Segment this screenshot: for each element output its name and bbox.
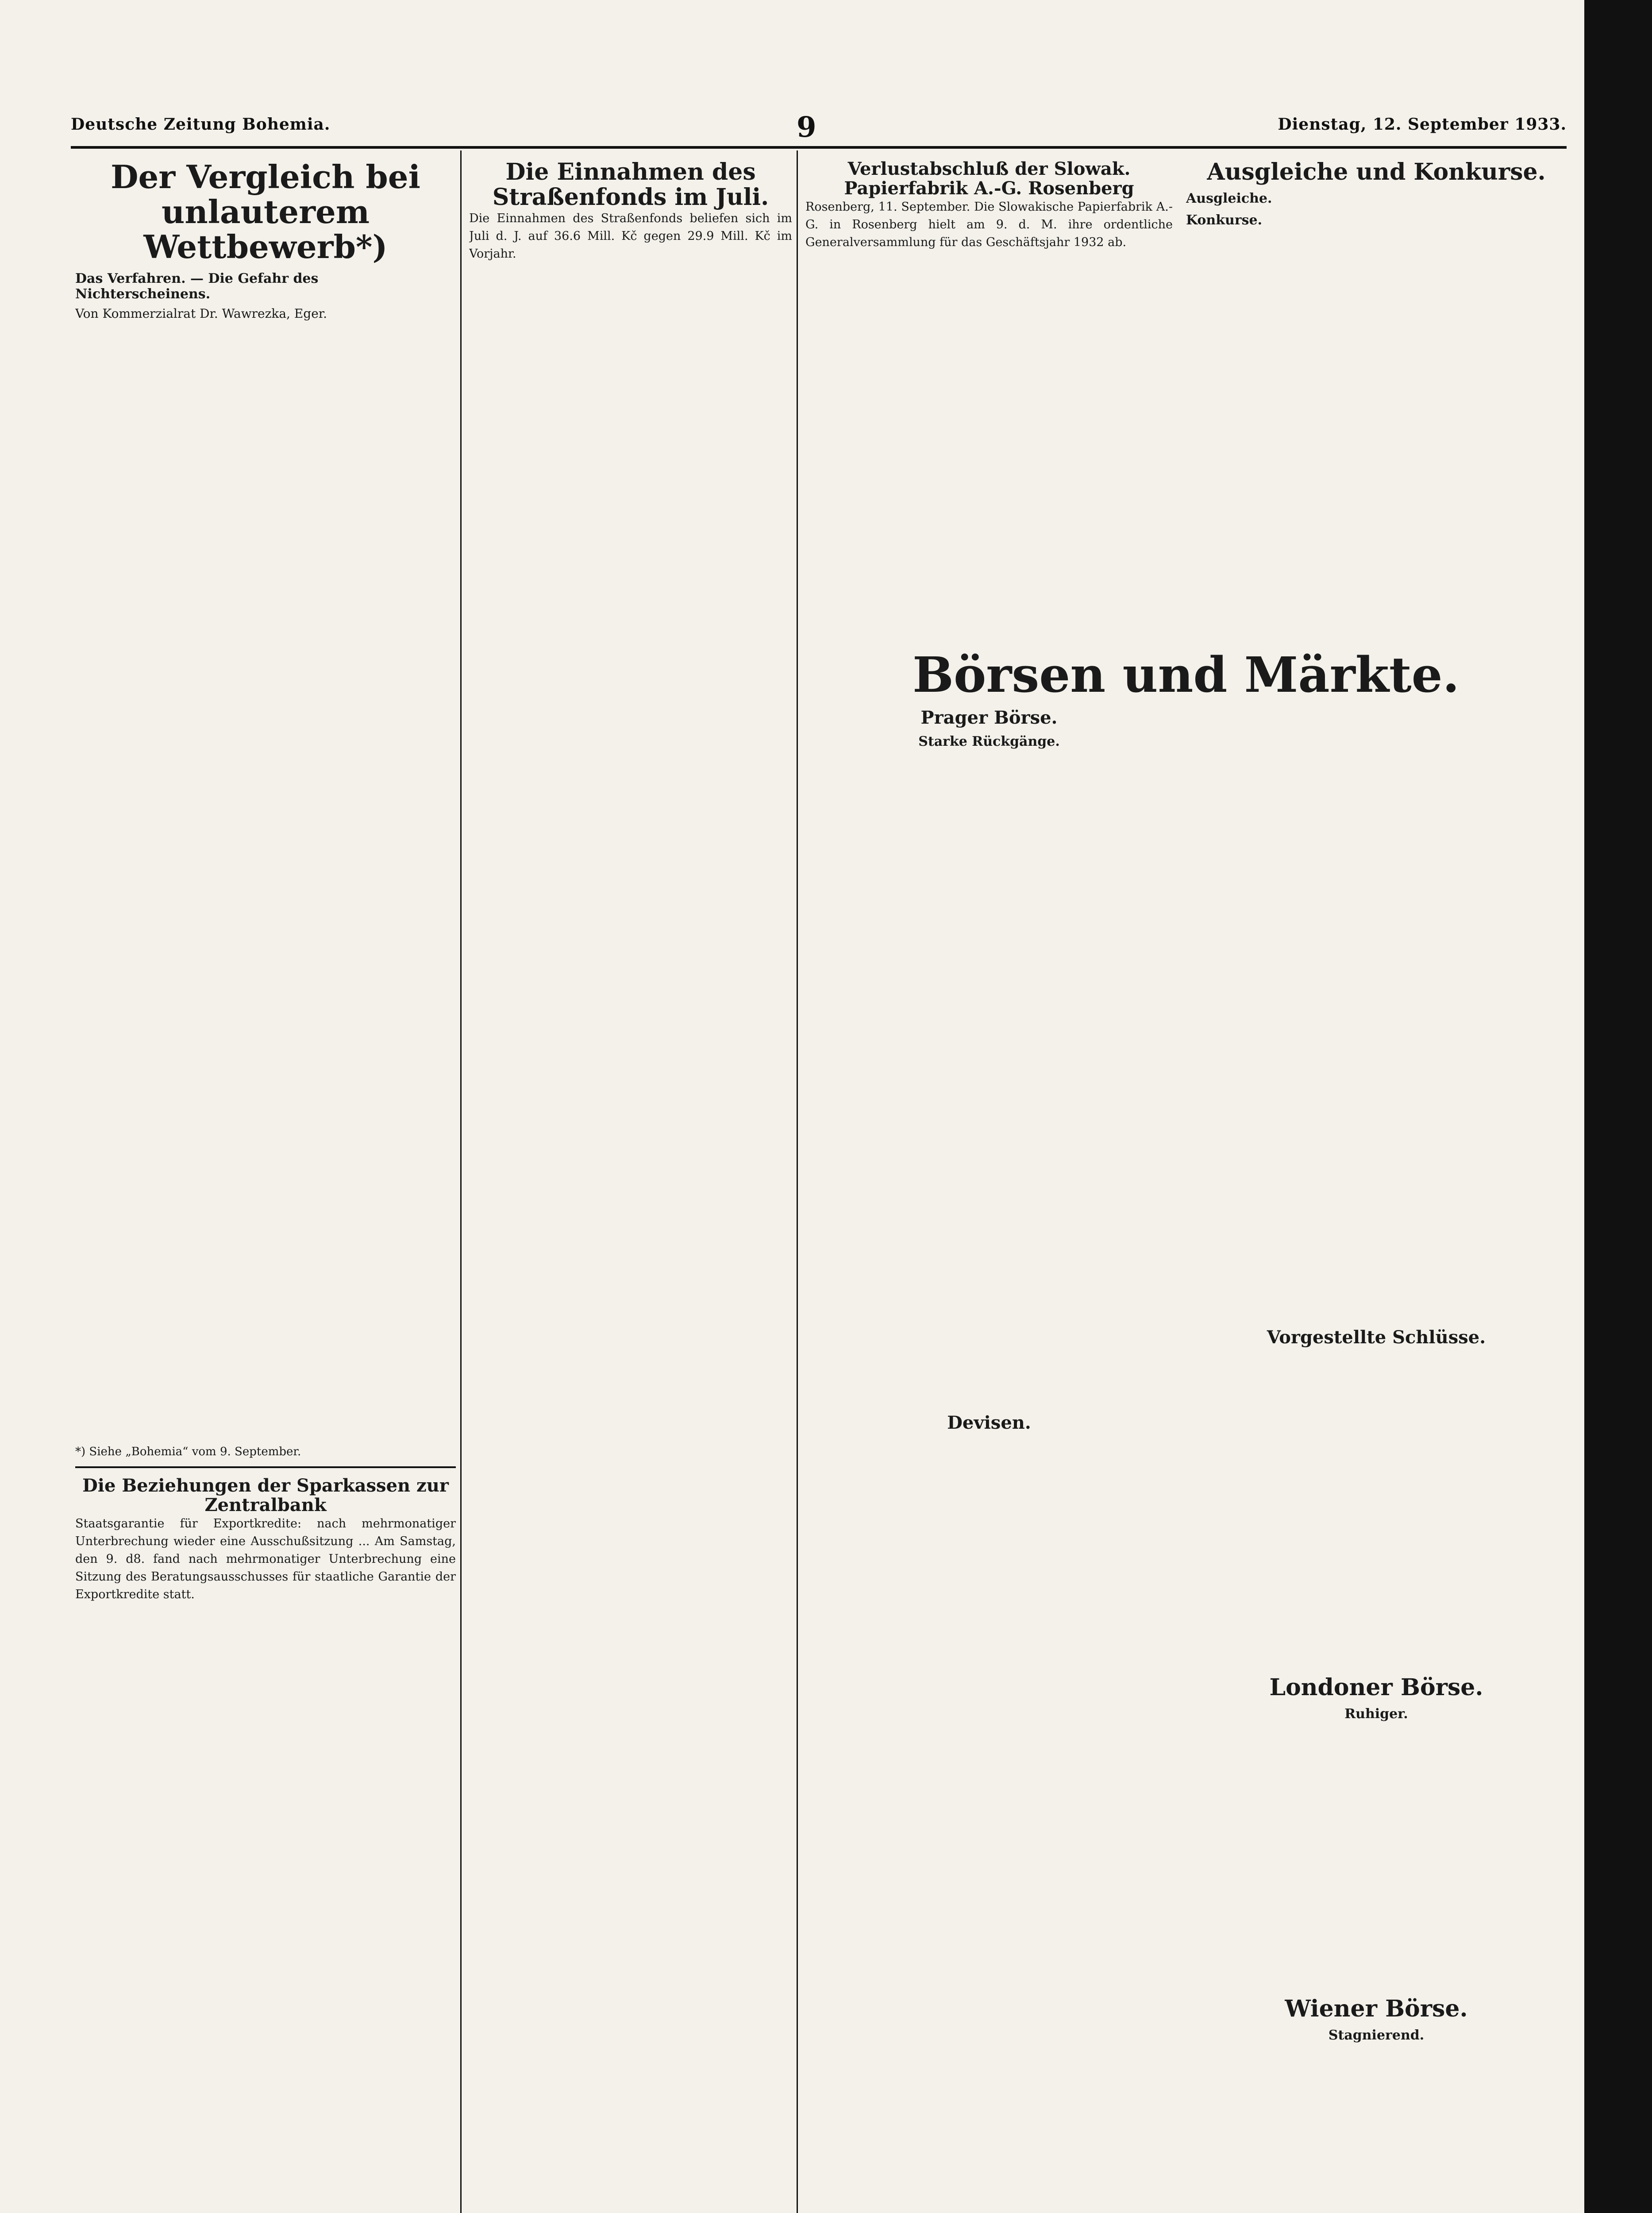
- section-subtitle: Ruhiger.: [1344, 1706, 1408, 1722]
- article-byline: Von Kommerzialrat Dr. Wawrezka, Eger.: [75, 306, 327, 321]
- column-4: [1186, 159, 1567, 655]
- article-subtitle: Das Verfahren. — Die Gefahr des Nichterscheinens.: [75, 270, 319, 302]
- section-title: Londoner Börse.: [1269, 1674, 1483, 1701]
- article-body: Die Einnahmen des Straßenfonds beliefen sich im Juli d. J. auf 36.6 Mill. Kč gegen 29.9 Mill. Kč im Vorjahr.: [469, 212, 792, 261]
- section-title: Vorgestellte Schlüsse.: [1267, 1327, 1486, 1348]
- rule: [75, 1466, 456, 1468]
- section-subtitle: Starke Rückgänge.: [918, 734, 1060, 749]
- article-body: Staatsgarantie für Exportkredite: nach mehrmonatiger Unterbrechung wieder eine Ausschußsitzung ... Am Samstag, den 9. d8. fand nach mehrmonatiger Unterbrechung eine Sitzung des Beratungsausschusses für staatliche Garantie der Exportkredite statt.: [75, 1516, 456, 1601]
- column-divider: [460, 150, 462, 2213]
- markets-left: [805, 708, 1173, 2213]
- column-2: [469, 159, 792, 2213]
- article-body: Rosenberg, 11. September. Die Slowakische Papierfabrik A.-G. in Rosenberg hielt am 9. d. M. ihre ordentliche Generalversammlung für das Geschäftsjahr 1932 ab.: [805, 200, 1173, 249]
- column-1: [75, 159, 456, 2213]
- article-title: Der Vergleich bei unlauterem Wettbewerb*): [111, 159, 420, 266]
- masthead: [71, 111, 1567, 150]
- article-title: Verlustabschluß der Slowak. Papierfabrik A.-G. Rosenberg: [844, 159, 1134, 199]
- scan-border: [1584, 0, 1652, 2213]
- article-body: [75, 321, 456, 1436]
- column-3: [805, 159, 1173, 655]
- page-number: 9: [797, 111, 816, 144]
- section-title: Prager Börse.: [920, 708, 1058, 728]
- footnote: *) Siehe „Bohemia“ vom 9. September.: [75, 1445, 301, 1458]
- section-subtitle: Konkurse.: [1186, 212, 1263, 228]
- masthead-rule: [71, 146, 1567, 149]
- masthead-left: Deutsche Zeitung Bohemia.: [71, 115, 331, 134]
- article-title: Die Einnahmen des Straßenfonds im Juli.: [492, 159, 769, 211]
- section-subtitle: Stagnierend.: [1328, 2028, 1425, 2043]
- column-divider: [797, 150, 798, 2213]
- section-title: Ausgleiche und Konkurse.: [1207, 159, 1546, 185]
- markets-right: [1186, 708, 1567, 2213]
- section-title: Devisen.: [947, 1412, 1031, 1433]
- section-subtitle: Ausgleiche.: [1186, 191, 1272, 207]
- masthead-right: Dienstag, 12. September 1933.: [1278, 115, 1567, 134]
- markets-title: Börsen und Märkte.: [913, 646, 1459, 703]
- section-title: Wiener Börse.: [1285, 1995, 1468, 2023]
- article-title: Die Beziehungen der Sparkassen zur Zentralbank: [82, 1475, 449, 1515]
